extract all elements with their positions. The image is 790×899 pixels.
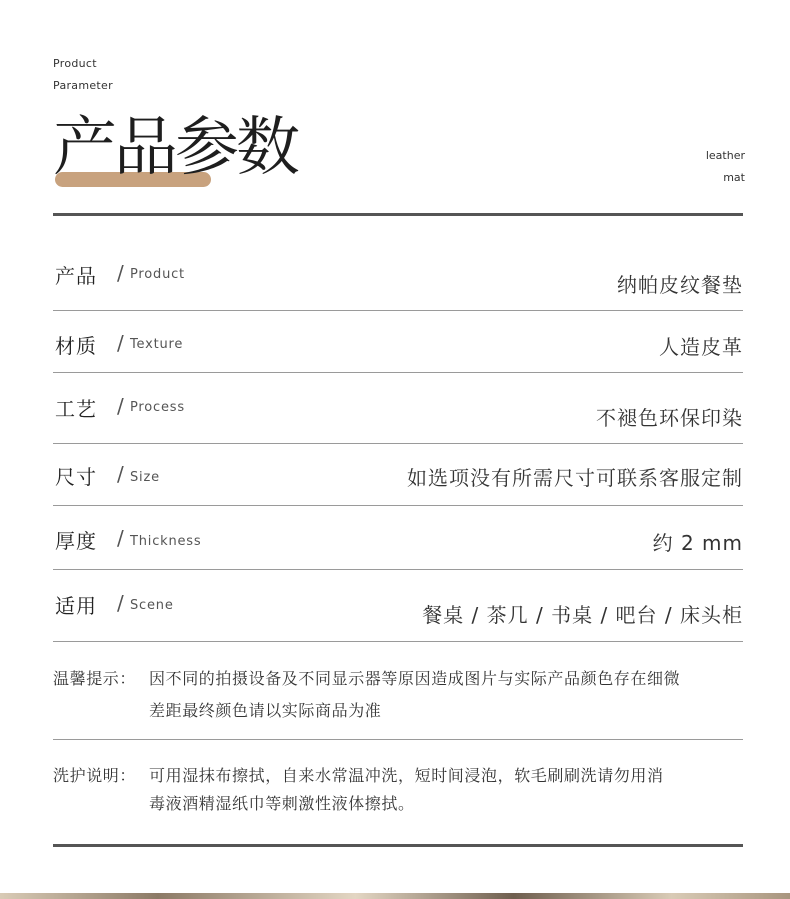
- param-en-label: Scene: [130, 598, 174, 613]
- param-value: 餐桌 / 茶几 / 书桌 / 吧台 / 床头柜: [422, 603, 743, 627]
- tip-text-line1: 因不同的拍摄设备及不同显示器等原因造成图片与实际产品颜色存在细微: [149, 669, 681, 688]
- param-separator: /: [117, 331, 124, 355]
- top-divider: [53, 213, 743, 216]
- param-value: 不褪色环保印染: [596, 406, 743, 430]
- param-separator: /: [117, 462, 124, 486]
- row-divider: [53, 372, 743, 373]
- row-divider: [53, 443, 743, 444]
- param-en-label: Process: [130, 400, 185, 415]
- param-en-label: Product: [130, 267, 185, 282]
- param-en-label: Thickness: [130, 534, 202, 549]
- page-title: 产品参数: [53, 111, 297, 185]
- param-label: 材质: [55, 334, 97, 358]
- tip-text-line2: 差距最终颜色请以实际商品为准: [149, 701, 382, 720]
- param-label: 尺寸: [55, 465, 97, 489]
- side-label-mat: mat: [723, 171, 745, 184]
- param-en-label: Texture: [130, 337, 184, 352]
- param-value: 约 2 mm: [652, 531, 743, 555]
- bottom-divider: [53, 844, 743, 847]
- param-value: 纳帕皮纹餐垫: [617, 273, 743, 297]
- param-label: 厚度: [55, 529, 97, 553]
- note-divider: [53, 739, 743, 740]
- param-label: 工艺: [55, 397, 97, 421]
- param-separator: /: [117, 526, 124, 550]
- header-en-parameter: Parameter: [53, 79, 113, 92]
- param-en-label: Size: [130, 470, 160, 485]
- side-label-leather: leather: [705, 149, 745, 162]
- param-label: 产品: [55, 264, 97, 288]
- row-divider: [53, 310, 743, 311]
- param-separator: /: [117, 261, 124, 285]
- tip-note: [53, 666, 753, 726]
- care-label: 洗护说明：: [53, 766, 137, 785]
- row-divider: [53, 569, 743, 570]
- care-text-line2: 毒液酒精湿纸巾等刺激性液体擦拭。: [149, 794, 415, 813]
- param-value: 如选项没有所需尺寸可联系客服定制: [407, 466, 743, 490]
- row-divider: [53, 641, 743, 642]
- param-separator: /: [117, 591, 124, 615]
- bottom-image-strip: [0, 893, 790, 899]
- care-note: [53, 763, 753, 823]
- row-divider: [53, 505, 743, 506]
- param-value: 人造皮革: [659, 335, 743, 359]
- tip-label: 温馨提示：: [53, 669, 137, 688]
- page-title-block: [53, 108, 353, 193]
- param-label: 适用: [55, 594, 97, 618]
- header-en-product: Product: [53, 57, 97, 70]
- param-separator: /: [117, 394, 124, 418]
- care-text-line1: 可用湿抹布擦拭，自来水常温冲洗，短时间浸泡，软毛刷刷洗请勿用消: [149, 766, 664, 785]
